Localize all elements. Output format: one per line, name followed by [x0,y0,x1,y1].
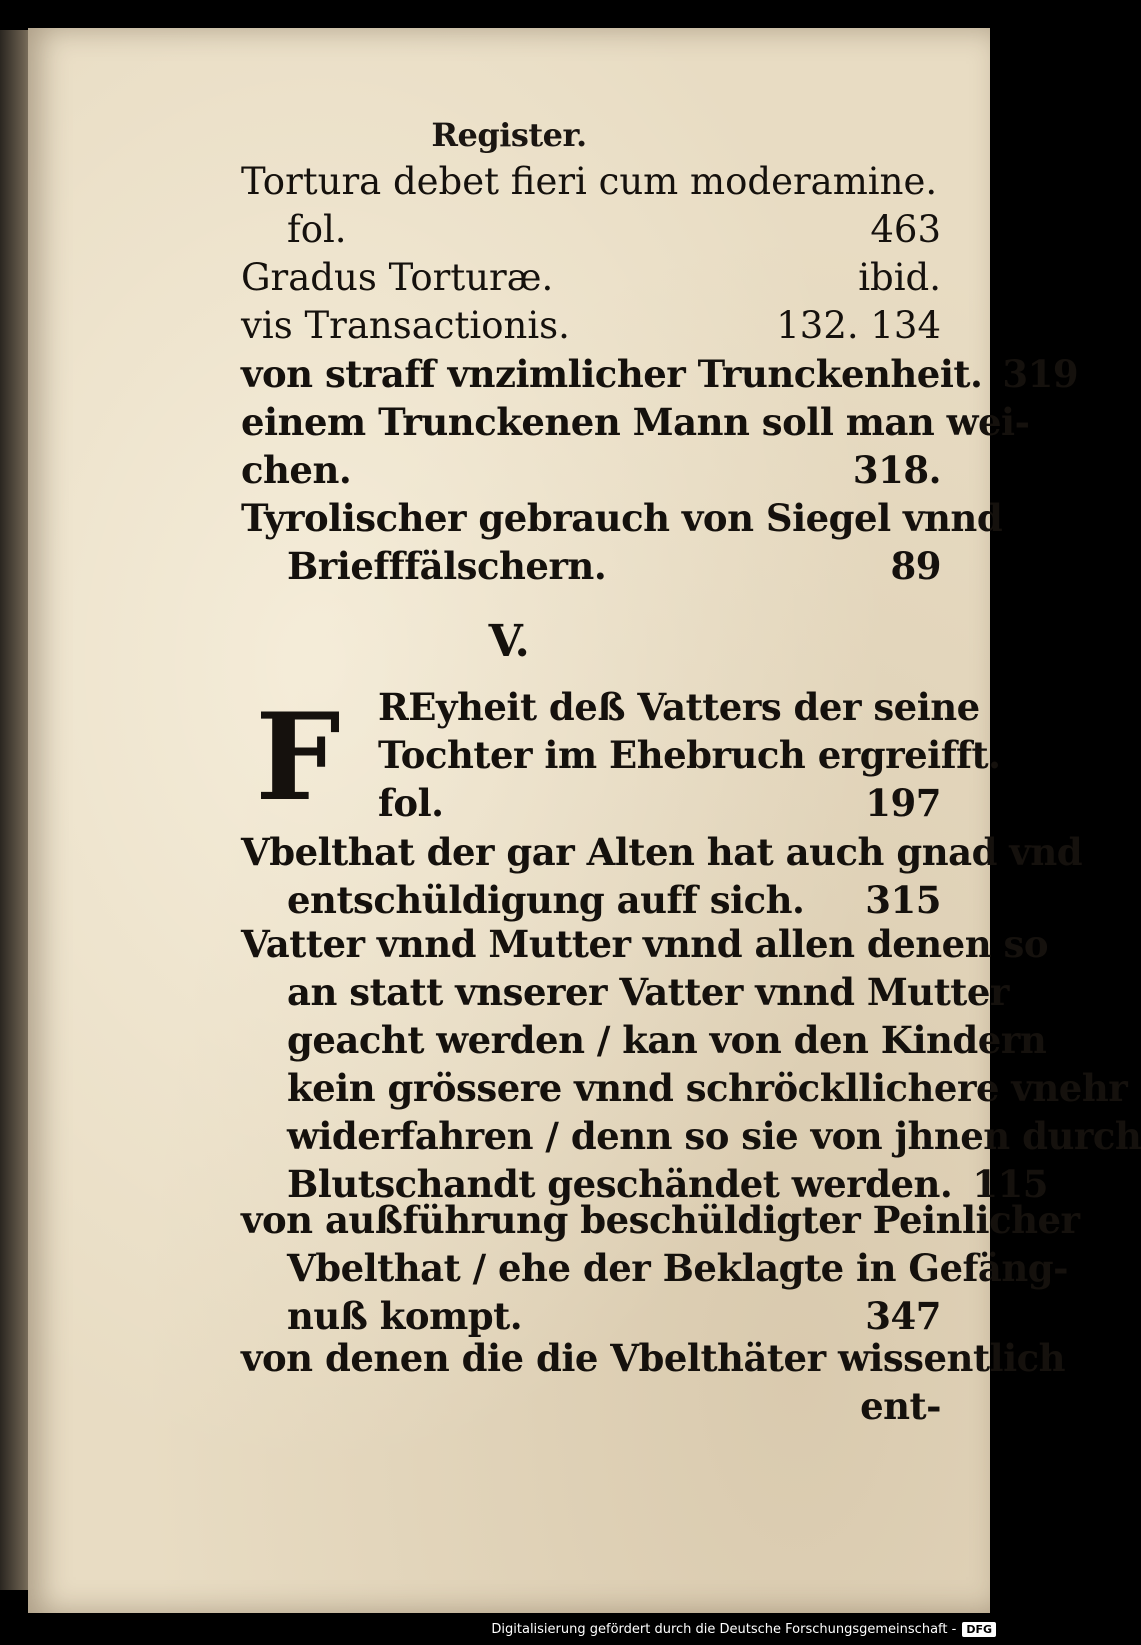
page-reference: 132. 134 [776,304,941,347]
register-entry [241,1196,1080,1340]
entry-last-line [241,302,941,350]
book-page [28,28,1141,1613]
register-entry [241,254,941,302]
entry-line: kein grössere vnnd schröckllichere vnehr [287,1066,1128,1110]
page-reference: ent- [860,1384,941,1428]
page-reference: 347 [865,1294,941,1338]
register-entry [241,350,1079,398]
entry-last-line [241,876,941,924]
page-reference: 197 [865,781,941,825]
entry-line: von außführung beschüldigter Peinlicher [241,1198,1080,1242]
entry-text: von straff vnzimlicher Trunckenheit. [241,352,983,396]
entry-line: geacht werden / kan von den Kindern [287,1018,1047,1062]
register-entry [241,398,1030,494]
register-entry [241,302,941,350]
entry-line: widerfahren / denn so sie von jhnen durch [287,1114,1141,1158]
entry-last-line [348,779,941,827]
entry-text: vis Transactionis. [241,304,570,347]
entry-last-line [241,1382,941,1430]
entry-text: Gradus Torturæ. [241,256,554,299]
entry-last-line [241,254,941,302]
register-entry [241,1334,1066,1430]
page-reference: 319 [1002,352,1079,396]
dfg-logo: DFG [962,1622,996,1637]
entry-last-line [241,1292,941,1340]
entry-line: an statt vnserer Vatter vnnd Mutter [287,970,1009,1014]
footer-text: Digitalisierung gefördert durch die Deutsche Forschungsgemeinschaft - [491,1621,957,1637]
entry-last-line [241,350,1079,398]
entry-line: Vbelthat der gar Alten hat auch gnad vnd [241,830,1083,874]
entry-last-line [241,206,941,254]
entry-last-line [241,542,941,590]
page-reference: 463 [870,208,941,251]
running-header: Register. [431,116,587,154]
register-entry [348,683,1001,827]
register-entry [241,920,1141,1208]
entry-text: chen. [241,448,352,492]
decorated-initial: F [255,687,341,828]
entry-text: Blutschandt geschändet werden. [287,1162,953,1206]
entry-line: Tochter im Ehebruch ergreifft. [378,733,1001,777]
digitization-footer [491,1617,996,1641]
entry-line: Tyrolischer gebrauch von Siegel vnnd [241,496,1003,540]
page-reference: 89 [890,544,941,588]
entry-text: fol. [287,208,347,251]
entry-line: Vbelthat / ehe der Beklagte in Gefäng- [287,1246,1069,1290]
register-entry [241,494,1003,590]
entry-text: Briefffälschern. [287,544,607,588]
entry-line: einem Trunckenen Mann soll man wei- [241,400,1030,444]
page-reference: ibid. [858,256,941,299]
entry-line: REyheit deß Vatters der seine [378,685,980,729]
register-entry [241,158,941,254]
entry-text: entschüldigung auff sich. [287,878,805,922]
entry-text: nuß kompt. [287,1294,523,1338]
entry-text: fol. [378,781,444,825]
page-reference: 115 [972,1162,1049,1206]
entry-line: von denen die die Vbelthäter wissentlich [241,1336,1066,1380]
page-reference: 315 [865,878,941,922]
entry-line: Vatter vnnd Mutter vnnd allen denen so [241,922,1048,966]
section-letter: V. [488,616,530,667]
register-entry [241,828,1083,924]
entry-last-line [241,446,941,494]
page-reference: 318. [852,448,941,492]
entry-line: Tortura debet fieri cum moderamine. [241,160,938,203]
